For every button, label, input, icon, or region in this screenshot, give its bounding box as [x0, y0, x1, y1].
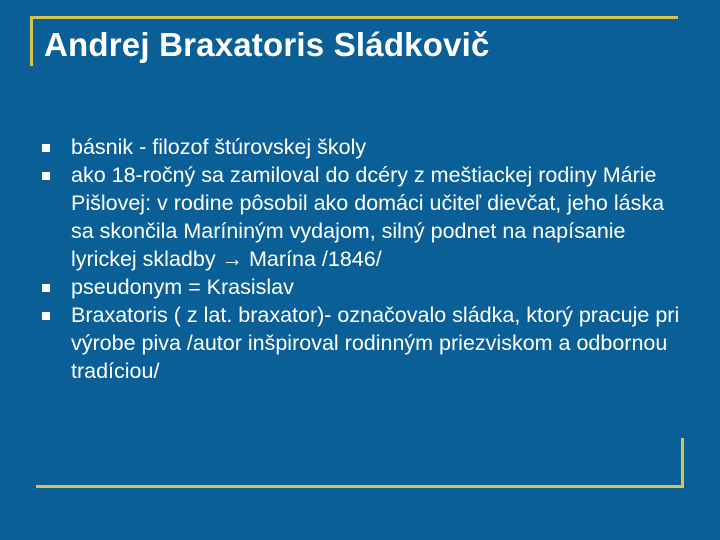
- frame-right-line: [681, 438, 684, 488]
- bullet-text: ako 18-ročný sa zamiloval do dcéry z meštiackej rodiny Márie Pišlovej: v rodine pôsobil ako domáci učiteľ dievčat, jeho láska sa skončila Maríniným vydajom, silný podnet na napísanie lyrickej skladby → Marína /1846/: [71, 163, 665, 271]
- frame-top-line: [30, 16, 678, 19]
- bullet-item: [40, 301, 690, 385]
- square-bullet-icon: [42, 172, 50, 180]
- frame-bottom-line: [36, 485, 684, 488]
- bullet-item: [40, 133, 690, 161]
- square-bullet-icon: [42, 144, 50, 152]
- slide-title: Andrej Braxatoris Sládkovič: [44, 26, 490, 63]
- frame-left-line: [30, 16, 33, 66]
- bullet-text: Braxatoris ( z lat. braxator)- označovalo sládka, ktorý pracuje pri výrobe piva /autor inšpiroval rodinným priezviskom a odbornou tradíciou/: [71, 303, 680, 383]
- bullet-item: [40, 273, 690, 301]
- square-bullet-icon: [42, 284, 50, 292]
- bullet-item: [40, 161, 690, 273]
- bullet-text: básnik - filozof štúrovskej školy: [71, 135, 367, 159]
- square-bullet-icon: [42, 312, 50, 320]
- bullet-text: pseudonym = Krasislav: [71, 275, 294, 299]
- bullet-list: [40, 133, 690, 385]
